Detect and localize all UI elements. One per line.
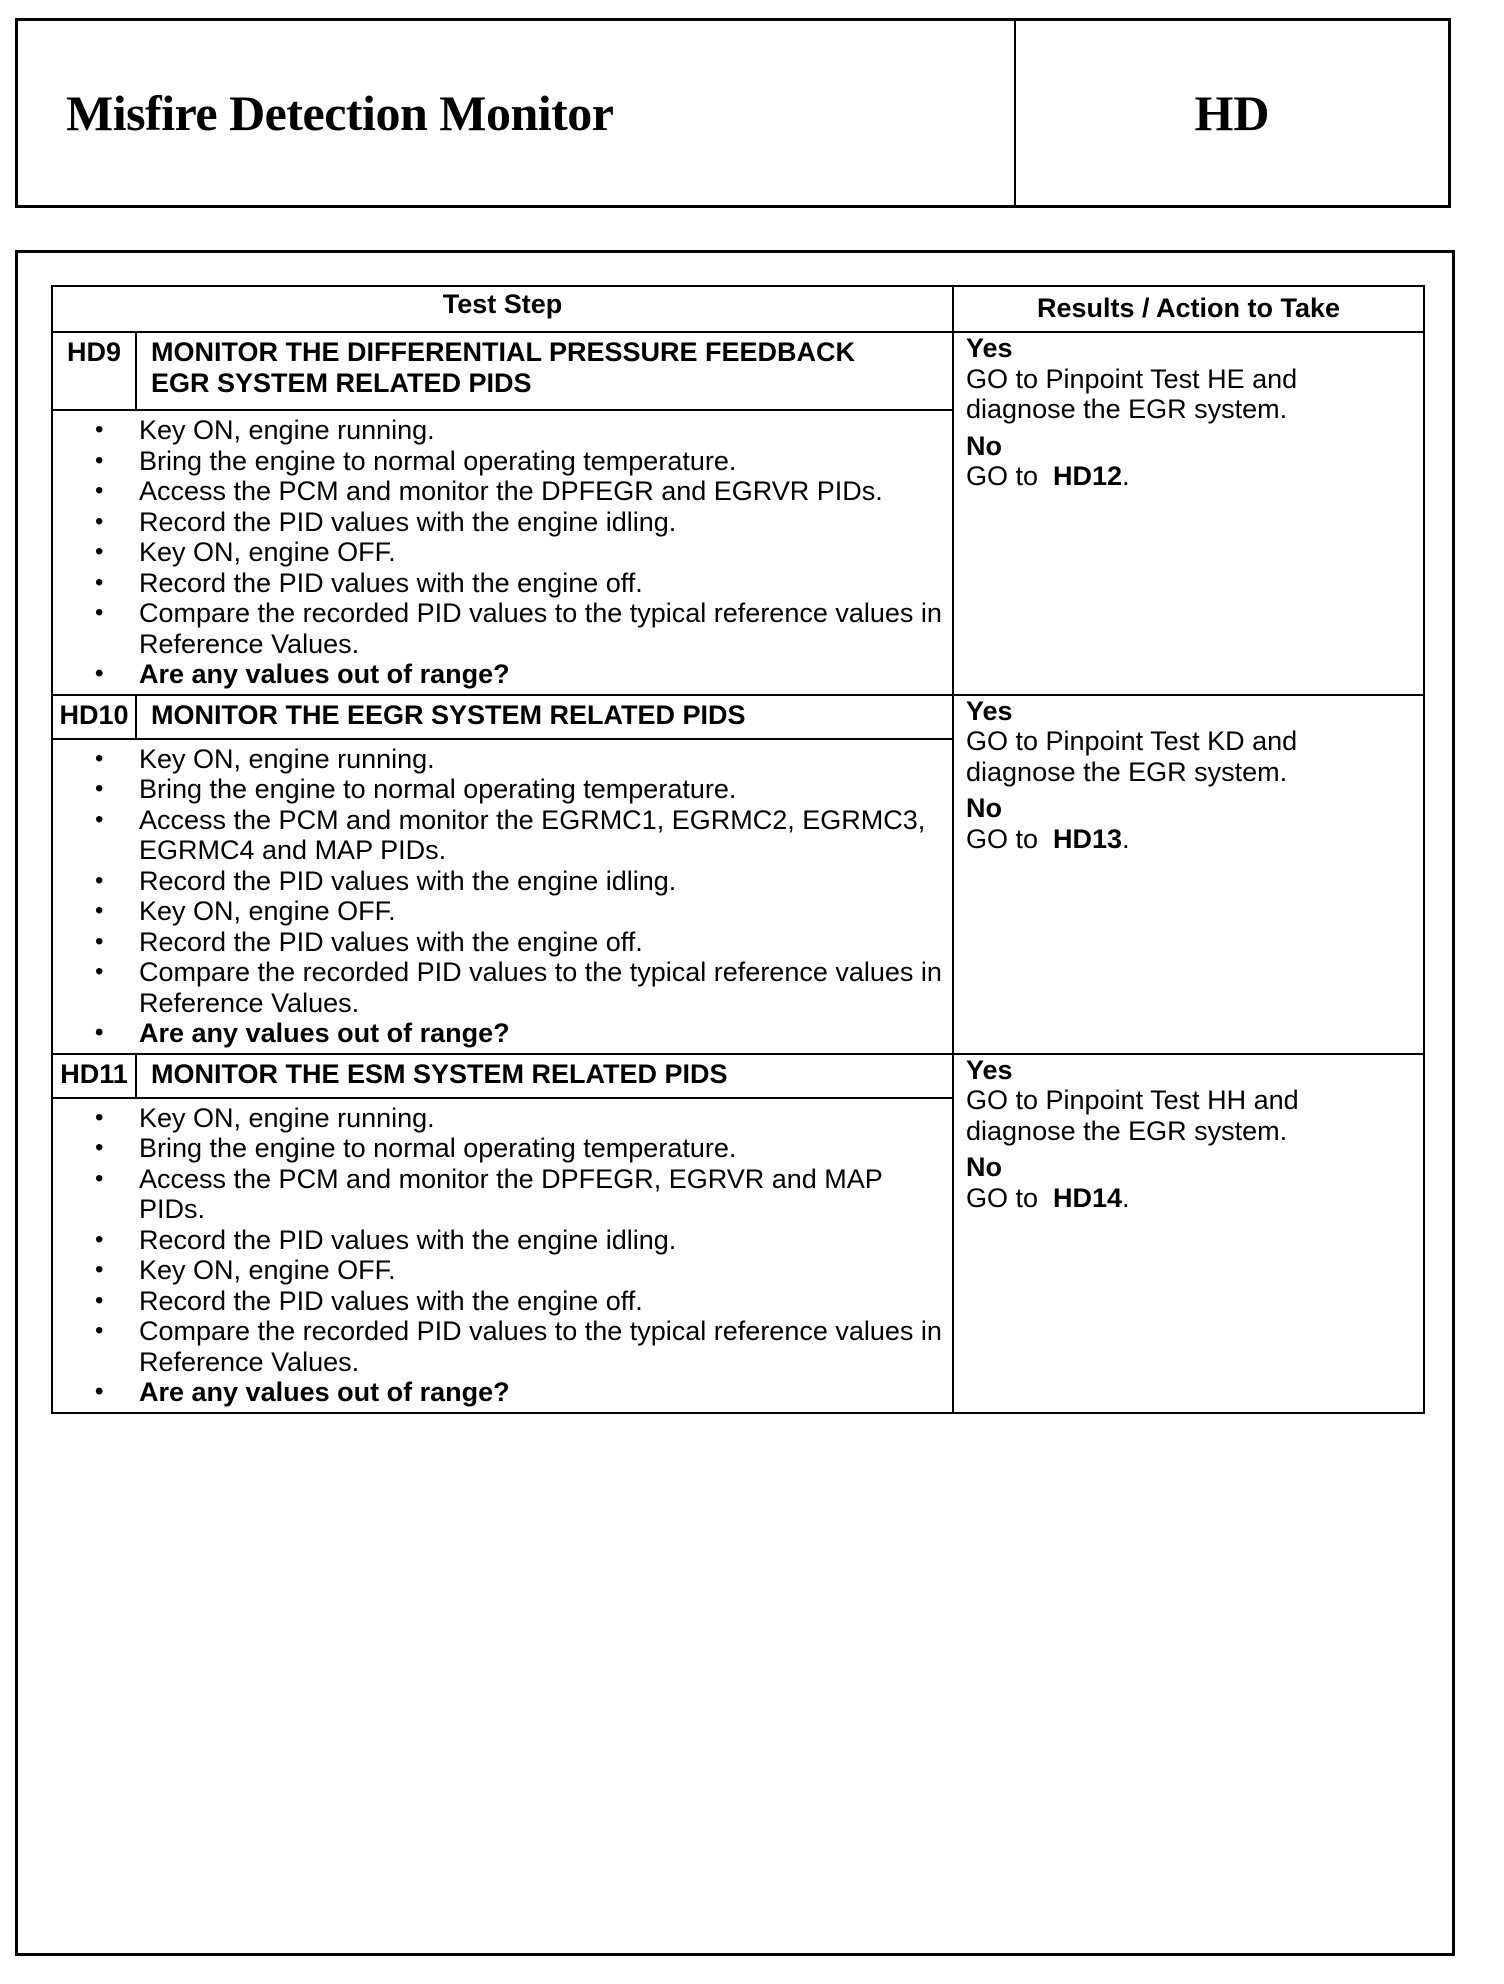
- goto-suffix: .: [1122, 823, 1130, 854]
- instruction-item: • Key ON, engine OFF.: [95, 896, 942, 927]
- step-title-row: [52, 332, 1424, 410]
- result-no-action: [966, 1183, 1413, 1214]
- step-id: HD9: [52, 332, 136, 410]
- instruction-item: • Compare the recorded PID values to the typical reference values in Reference Values.: [95, 957, 942, 1018]
- steps-body: [52, 332, 1424, 1413]
- instruction-item: • Access the PCM and monitor the EGRMC1, EGRMC2, EGRMC3, EGRMC4 and MAP PIDs.: [95, 805, 942, 866]
- column-header-results: Results / Action to Take: [953, 286, 1424, 332]
- goto-step-link[interactable]: HD14: [1053, 1182, 1123, 1213]
- instruction-item: • Key ON, engine running.: [95, 415, 942, 446]
- result-yes-action: GO to Pinpoint Test HH and diagnose the EGR system.: [966, 1085, 1299, 1146]
- goto-suffix: .: [1122, 461, 1130, 491]
- table-header-row: [52, 286, 1424, 332]
- step-title-line: EGR SYSTEM RELATED PIDS: [151, 367, 532, 398]
- result-yes-action: GO to Pinpoint Test KD and diagnose the EGR system.: [966, 726, 1298, 787]
- step-instructions: [52, 1098, 953, 1413]
- step-title: [136, 332, 953, 410]
- instruction-item: • Key ON, engine OFF.: [95, 1255, 942, 1286]
- instruction-item: • Bring the engine to normal operating temperature.: [95, 446, 942, 477]
- instruction-item: • Key ON, engine OFF.: [95, 537, 942, 568]
- step-id: HD11: [52, 1054, 136, 1098]
- results-cell: [953, 695, 1424, 1054]
- goto-prefix: GO to: [966, 1182, 1039, 1213]
- instruction-list: [53, 415, 942, 690]
- result-no-label: No: [966, 1152, 1002, 1182]
- test-steps-table: [51, 285, 1425, 1414]
- instruction-item: • Record the PID values with the engine off.: [95, 568, 942, 599]
- step-title-row: [52, 1054, 1424, 1098]
- page-header: [15, 18, 1451, 208]
- goto-prefix: GO to: [966, 461, 1039, 491]
- step-title: [136, 1054, 953, 1098]
- decision-question: • Are any values out of range?: [95, 1018, 942, 1049]
- step-title-row: [52, 695, 1424, 739]
- instruction-item: • Key ON, engine running.: [95, 744, 942, 775]
- instruction-item: • Access the PCM and monitor the DPFEGR, EGRVR and MAP PIDs.: [95, 1164, 942, 1225]
- result-yes-action: GO to Pinpoint Test HE and diagnose the EGR system.: [966, 363, 1298, 424]
- step-title-line: MONITOR THE ESM SYSTEM RELATED PIDS: [151, 1058, 728, 1089]
- instruction-item: • Record the PID values with the engine off.: [95, 1286, 942, 1317]
- instruction-item: • Record the PID values with the engine idling.: [95, 1225, 942, 1256]
- results-cell: [953, 332, 1424, 695]
- result-no-label: No: [966, 430, 1002, 461]
- result-no-label: No: [966, 793, 1002, 823]
- section-code: HD: [1194, 85, 1270, 141]
- instruction-item: • Bring the engine to normal operating temperature.: [95, 1133, 942, 1164]
- instruction-item: • Record the PID values with the engine off.: [95, 927, 942, 958]
- instruction-item: • Key ON, engine running.: [95, 1103, 942, 1134]
- step-instructions: [52, 410, 953, 695]
- instruction-list: [53, 1103, 942, 1408]
- result-no-action: [966, 824, 1413, 855]
- content-frame: [15, 250, 1455, 1956]
- instruction-item: • Access the PCM and monitor the DPFEGR and EGRVR PIDs.: [95, 476, 942, 507]
- results-cell: [953, 1054, 1424, 1413]
- decision-question: • Are any values out of range?: [95, 659, 942, 690]
- column-header-test-step: Test Step: [52, 286, 953, 332]
- step-id: HD10: [52, 695, 136, 739]
- step-instructions: [52, 739, 953, 1054]
- decision-question: • Are any values out of range?: [95, 1377, 942, 1408]
- instruction-item: • Compare the recorded PID values to the typical reference values in Reference Values.: [95, 598, 942, 659]
- step-title-line: MONITOR THE EEGR SYSTEM RELATED PIDS: [151, 699, 746, 730]
- instruction-item: • Bring the engine to normal operating temperature.: [95, 774, 942, 805]
- instruction-item: • Record the PID values with the engine idling.: [95, 866, 942, 897]
- goto-step-link[interactable]: HD13: [1053, 823, 1123, 854]
- instruction-list: [53, 744, 942, 1049]
- result-yes-label: Yes: [966, 695, 1013, 726]
- goto-suffix: .: [1122, 1182, 1130, 1213]
- result-no-action: [966, 461, 1413, 492]
- result-yes-label: Yes: [966, 1054, 1013, 1085]
- goto-prefix: GO to: [966, 823, 1039, 854]
- goto-step-link[interactable]: HD12: [1053, 461, 1123, 491]
- step-title-line: MONITOR THE DIFFERENTIAL PRESSURE FEEDBACK: [151, 337, 856, 367]
- instruction-item: • Compare the recorded PID values to the typical reference values in Reference Values.: [95, 1316, 942, 1377]
- result-yes-label: Yes: [966, 333, 1013, 363]
- instruction-item: • Record the PID values with the engine idling.: [95, 507, 942, 538]
- step-title: [136, 695, 953, 739]
- page-title: Misfire Detection Monitor: [18, 21, 1016, 205]
